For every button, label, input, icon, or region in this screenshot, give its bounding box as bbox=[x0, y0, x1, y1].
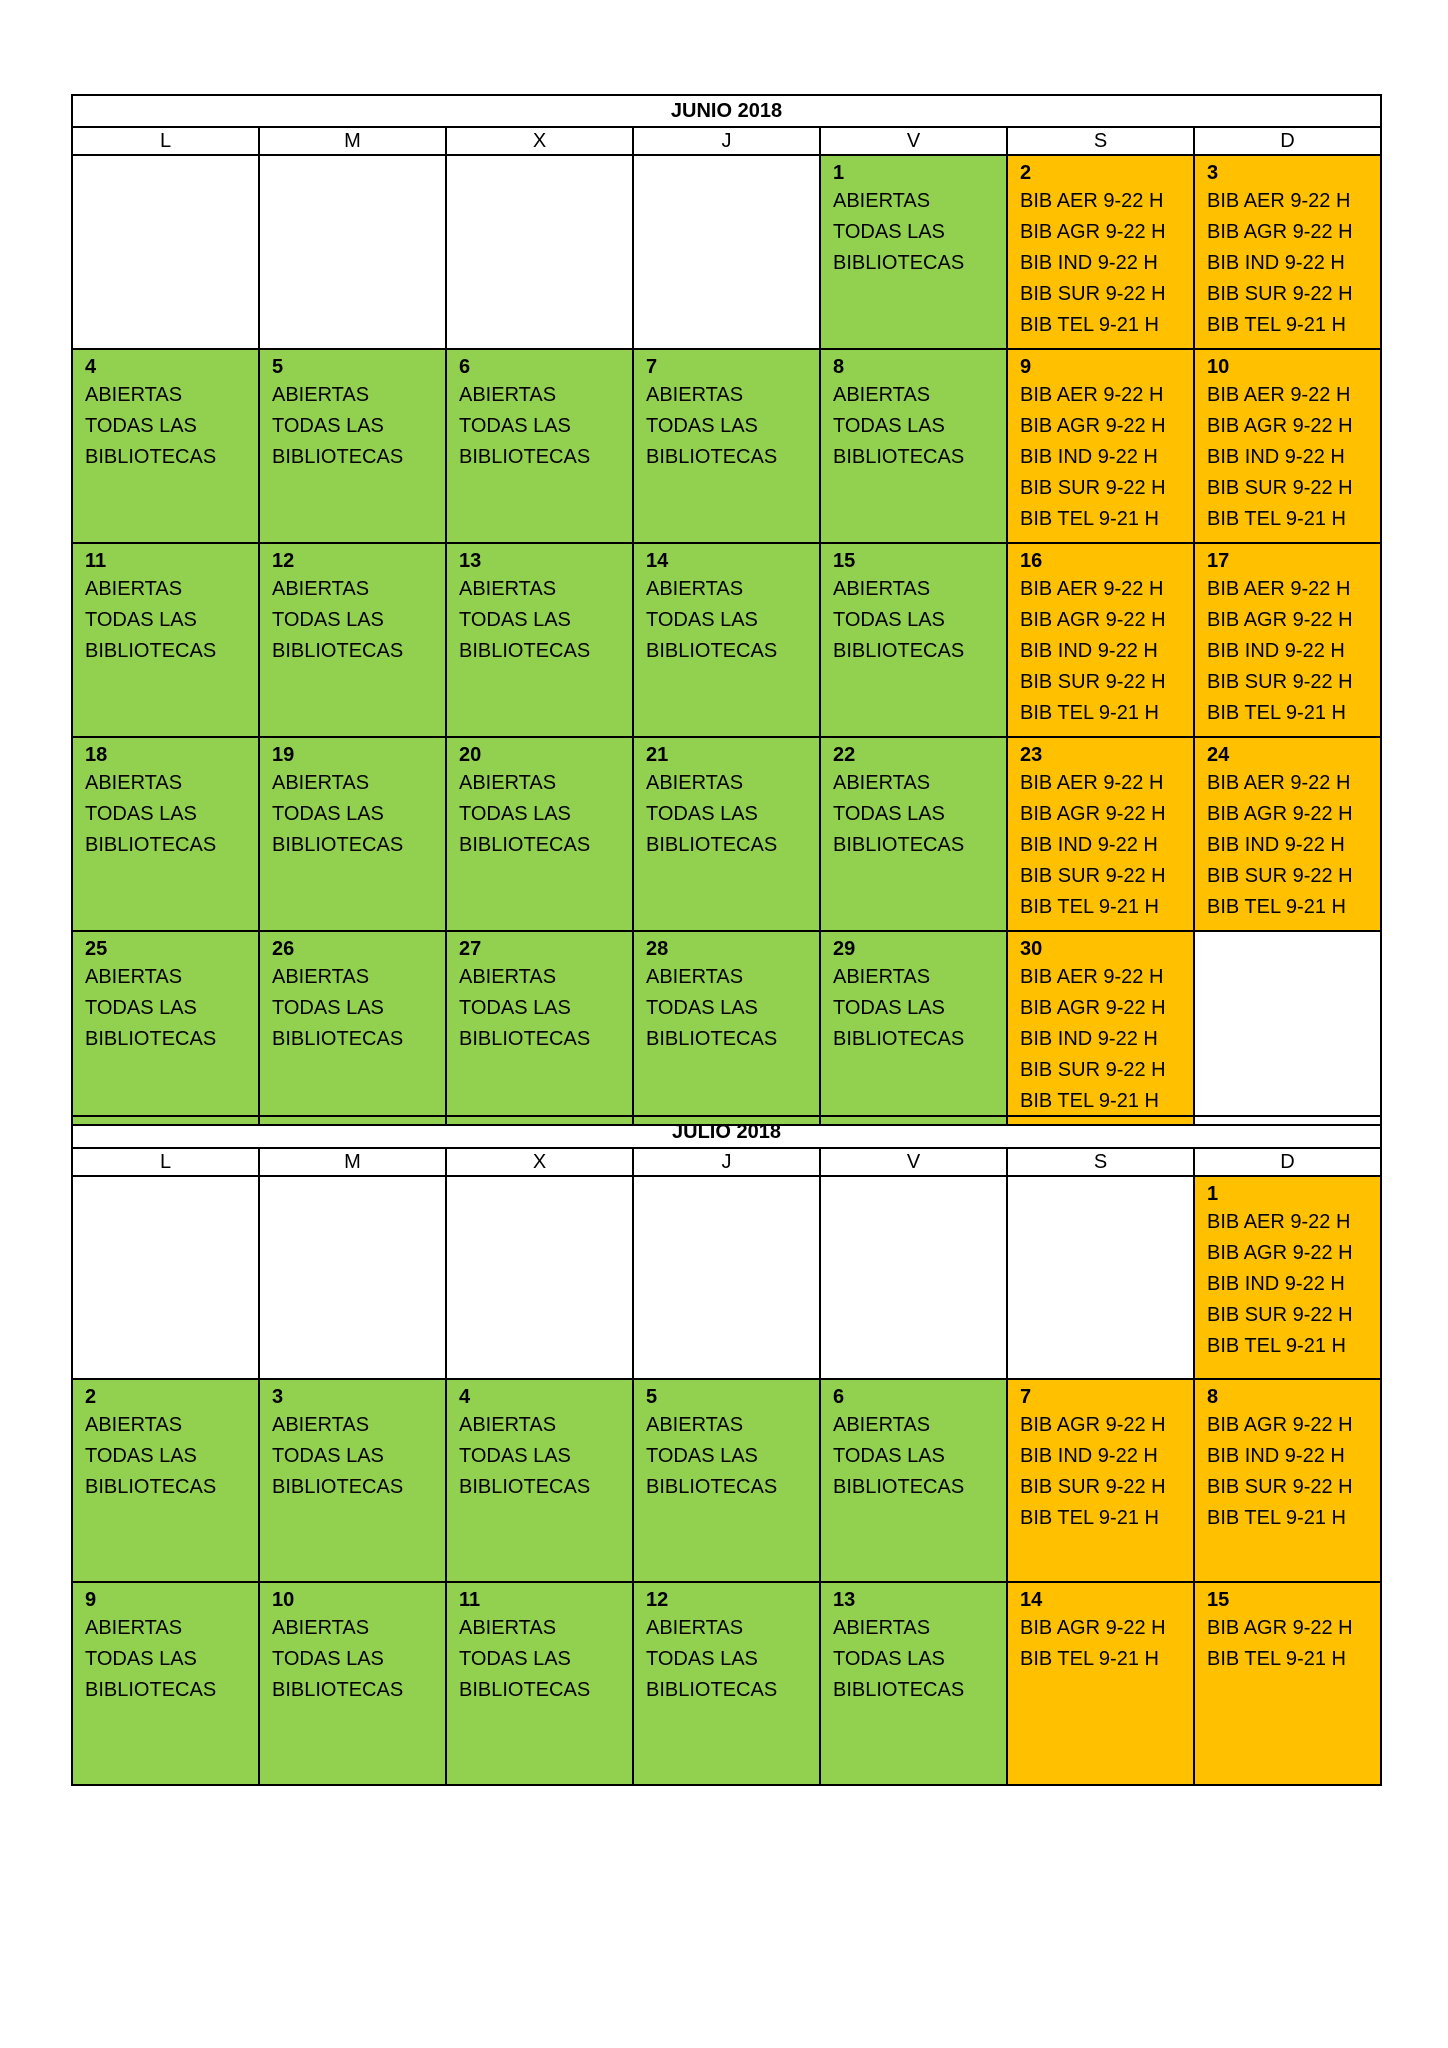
library-hours: BIB SUR 9-22 H bbox=[1020, 1059, 1166, 1081]
library-hours: BIB SUR 9-22 H bbox=[1207, 283, 1353, 305]
empty-day-cell bbox=[446, 1176, 633, 1379]
library-hours: BIB IND 9-22 H bbox=[1207, 1445, 1345, 1467]
open-all-text: BIBLIOTECAS bbox=[272, 640, 404, 662]
library-hours: BIB SUR 9-22 H bbox=[1020, 477, 1166, 499]
library-hours: BIB AGR 9-22 H bbox=[1020, 221, 1166, 243]
library-hours: BIB TEL 9-21 H bbox=[1207, 1507, 1346, 1529]
day-cell bbox=[259, 1379, 446, 1582]
open-all-text: TODAS LAS bbox=[646, 415, 758, 437]
weekday-header: M bbox=[259, 127, 446, 155]
library-hours: BIB IND 9-22 H bbox=[1020, 834, 1158, 856]
open-all-text: TODAS LAS bbox=[833, 221, 945, 243]
day-cell bbox=[633, 1379, 820, 1582]
day-number: 7 bbox=[646, 356, 658, 378]
weekday-header: J bbox=[633, 127, 820, 155]
open-all-text: BIBLIOTECAS bbox=[459, 446, 591, 468]
open-all-text: BIBLIOTECAS bbox=[85, 1476, 217, 1498]
open-all-text: ABIERTAS bbox=[272, 1617, 370, 1639]
library-hours: BIB TEL 9-21 H bbox=[1020, 1507, 1159, 1529]
open-all-text: TODAS LAS bbox=[646, 609, 758, 631]
open-all-text: BIBLIOTECAS bbox=[272, 834, 404, 856]
library-hours: BIB AGR 9-22 H bbox=[1207, 609, 1353, 631]
library-hours: BIB SUR 9-22 H bbox=[1207, 1304, 1353, 1326]
empty-day-cell bbox=[633, 155, 820, 349]
calendar-week bbox=[72, 155, 1381, 349]
open-all-text: TODAS LAS bbox=[459, 1445, 571, 1467]
open-all-text: BIBLIOTECAS bbox=[646, 640, 778, 662]
open-all-text: BIBLIOTECAS bbox=[459, 834, 591, 856]
weekday-header: D bbox=[1194, 127, 1381, 155]
day-number: 28 bbox=[646, 938, 669, 960]
open-all-text: ABIERTAS bbox=[459, 772, 557, 794]
open-all-text: BIBLIOTECAS bbox=[85, 1028, 217, 1050]
library-hours: BIB SUR 9-22 H bbox=[1207, 671, 1353, 693]
library-hours: BIB TEL 9-21 H bbox=[1207, 314, 1346, 336]
open-all-text: ABIERTAS bbox=[85, 1617, 183, 1639]
day-number: 19 bbox=[272, 744, 295, 766]
day-number: 12 bbox=[646, 1589, 669, 1611]
library-hours: BIB SUR 9-22 H bbox=[1020, 865, 1166, 887]
empty-day-cell bbox=[446, 155, 633, 349]
open-all-text: TODAS LAS bbox=[85, 1648, 197, 1670]
open-all-text: BIBLIOTECAS bbox=[272, 1679, 404, 1701]
open-all-text: BIBLIOTECAS bbox=[459, 1476, 591, 1498]
library-hours: BIB SUR 9-22 H bbox=[1207, 1476, 1353, 1498]
weekday-header: S bbox=[1007, 127, 1194, 155]
library-hours: BIB AER 9-22 H bbox=[1020, 966, 1164, 988]
library-hours: BIB SUR 9-22 H bbox=[1020, 671, 1166, 693]
library-hours: BIB AGR 9-22 H bbox=[1207, 1242, 1353, 1264]
calendar-week bbox=[72, 543, 1381, 737]
day-cell bbox=[1194, 737, 1381, 931]
open-all-text: TODAS LAS bbox=[85, 609, 197, 631]
day-number: 5 bbox=[646, 1386, 658, 1408]
open-all-text: BIBLIOTECAS bbox=[272, 1476, 404, 1498]
open-all-text: TODAS LAS bbox=[272, 997, 384, 1019]
open-all-text: ABIERTAS bbox=[272, 772, 370, 794]
empty-day-cell bbox=[820, 1176, 1007, 1379]
day-number: 20 bbox=[459, 744, 482, 766]
day-number: 2 bbox=[85, 1386, 97, 1408]
day-cell bbox=[1194, 1582, 1381, 1785]
day-number: 8 bbox=[1207, 1386, 1219, 1408]
library-hours: BIB AGR 9-22 H bbox=[1020, 609, 1166, 631]
open-all-text: BIBLIOTECAS bbox=[833, 640, 965, 662]
day-number: 18 bbox=[85, 744, 108, 766]
day-number: 11 bbox=[85, 550, 107, 572]
empty-day-cell bbox=[1007, 1176, 1194, 1379]
library-hours: BIB IND 9-22 H bbox=[1207, 446, 1345, 468]
library-hours: BIB IND 9-22 H bbox=[1207, 252, 1345, 274]
weekday-header: M bbox=[259, 1148, 446, 1176]
library-hours: BIB TEL 9-21 H bbox=[1207, 702, 1346, 724]
weekday-header: J bbox=[633, 1148, 820, 1176]
open-all-text: ABIERTAS bbox=[646, 1414, 744, 1436]
calendar-week bbox=[72, 1176, 1381, 1379]
open-all-text: ABIERTAS bbox=[459, 384, 557, 406]
weekday-header: X bbox=[446, 127, 633, 155]
library-hours: BIB AER 9-22 H bbox=[1207, 772, 1351, 794]
open-all-text: TODAS LAS bbox=[459, 803, 571, 825]
day-number: 7 bbox=[1020, 1386, 1032, 1408]
day-number: 13 bbox=[833, 1589, 856, 1611]
open-all-text: TODAS LAS bbox=[85, 997, 197, 1019]
library-hours: BIB TEL 9-21 H bbox=[1207, 508, 1346, 530]
open-all-text: ABIERTAS bbox=[85, 578, 183, 600]
open-all-text: TODAS LAS bbox=[272, 1445, 384, 1467]
open-all-text: ABIERTAS bbox=[646, 578, 744, 600]
day-number: 10 bbox=[272, 1589, 295, 1611]
open-all-text: BIBLIOTECAS bbox=[646, 1679, 778, 1701]
day-cell bbox=[1007, 543, 1194, 737]
weekday-header: L bbox=[72, 127, 259, 155]
day-number: 16 bbox=[1020, 550, 1043, 572]
library-hours: BIB IND 9-22 H bbox=[1207, 834, 1345, 856]
day-cell bbox=[1007, 349, 1194, 543]
library-hours: BIB SUR 9-22 H bbox=[1207, 865, 1353, 887]
library-hours: BIB TEL 9-21 H bbox=[1207, 1335, 1346, 1357]
day-number: 21 bbox=[646, 744, 669, 766]
library-hours: BIB IND 9-22 H bbox=[1020, 446, 1158, 468]
day-cell bbox=[72, 349, 259, 543]
day-cell bbox=[1194, 1379, 1381, 1582]
open-all-text: ABIERTAS bbox=[85, 384, 183, 406]
day-number: 27 bbox=[459, 938, 482, 960]
open-all-text: TODAS LAS bbox=[272, 609, 384, 631]
day-cell bbox=[633, 543, 820, 737]
weekday-header: S bbox=[1007, 1148, 1194, 1176]
day-number: 3 bbox=[272, 1386, 284, 1408]
day-cell bbox=[633, 1582, 820, 1785]
day-cell bbox=[1007, 1582, 1194, 1785]
day-cell bbox=[446, 1379, 633, 1582]
library-hours: BIB SUR 9-22 H bbox=[1020, 283, 1166, 305]
open-all-text: BIBLIOTECAS bbox=[646, 446, 778, 468]
open-all-text: BIBLIOTECAS bbox=[459, 640, 591, 662]
open-all-text: TODAS LAS bbox=[85, 1445, 197, 1467]
day-number: 3 bbox=[1207, 162, 1219, 184]
day-cell bbox=[1007, 931, 1194, 1125]
day-cell bbox=[259, 737, 446, 931]
library-hours: BIB AGR 9-22 H bbox=[1207, 1617, 1353, 1639]
open-all-text: ABIERTAS bbox=[272, 578, 370, 600]
open-all-text: BIBLIOTECAS bbox=[833, 446, 965, 468]
open-all-text: TODAS LAS bbox=[833, 1648, 945, 1670]
day-number: 6 bbox=[459, 356, 471, 378]
library-hours: BIB TEL 9-21 H bbox=[1207, 896, 1346, 918]
day-number: 25 bbox=[85, 938, 108, 960]
library-hours: BIB AER 9-22 H bbox=[1207, 1211, 1351, 1233]
day-cell bbox=[1194, 155, 1381, 349]
library-hours: BIB AER 9-22 H bbox=[1207, 384, 1351, 406]
day-cell bbox=[446, 1582, 633, 1785]
weekday-header: L bbox=[72, 1148, 259, 1176]
open-all-text: TODAS LAS bbox=[85, 415, 197, 437]
day-number: 26 bbox=[272, 938, 295, 960]
day-number: 4 bbox=[459, 1386, 471, 1408]
weekday-header: D bbox=[1194, 1148, 1381, 1176]
library-hours: BIB IND 9-22 H bbox=[1207, 640, 1345, 662]
open-all-text: BIBLIOTECAS bbox=[833, 1679, 965, 1701]
day-cell bbox=[72, 737, 259, 931]
open-all-text: TODAS LAS bbox=[85, 803, 197, 825]
day-cell bbox=[259, 931, 446, 1125]
day-number: 5 bbox=[272, 356, 284, 378]
library-hours: BIB IND 9-22 H bbox=[1020, 1445, 1158, 1467]
weekday-header: X bbox=[446, 1148, 633, 1176]
open-all-text: BIBLIOTECAS bbox=[833, 1028, 965, 1050]
day-number: 15 bbox=[1207, 1589, 1230, 1611]
open-all-text: ABIERTAS bbox=[459, 966, 557, 988]
day-cell bbox=[820, 737, 1007, 931]
library-hours: BIB TEL 9-21 H bbox=[1020, 1090, 1159, 1112]
day-number: 9 bbox=[85, 1589, 97, 1611]
open-all-text: TODAS LAS bbox=[459, 609, 571, 631]
day-number: 1 bbox=[1207, 1183, 1219, 1205]
open-all-text: BIBLIOTECAS bbox=[85, 834, 217, 856]
open-all-text: TODAS LAS bbox=[646, 1648, 758, 1670]
open-all-text: TODAS LAS bbox=[646, 1445, 758, 1467]
calendar-week bbox=[72, 1379, 1381, 1582]
open-all-text: TODAS LAS bbox=[459, 997, 571, 1019]
open-all-text: ABIERTAS bbox=[646, 966, 744, 988]
open-all-text: ABIERTAS bbox=[833, 1617, 931, 1639]
library-hours: BIB IND 9-22 H bbox=[1020, 640, 1158, 662]
day-cell bbox=[1194, 543, 1381, 737]
open-all-text: ABIERTAS bbox=[646, 772, 744, 794]
open-all-text: ABIERTAS bbox=[459, 1414, 557, 1436]
day-number: 13 bbox=[459, 550, 482, 572]
library-hours: BIB IND 9-22 H bbox=[1020, 252, 1158, 274]
day-cell bbox=[1007, 1379, 1194, 1582]
open-all-text: BIBLIOTECAS bbox=[85, 1679, 217, 1701]
calendar-julio bbox=[71, 1115, 1382, 1786]
open-all-text: TODAS LAS bbox=[833, 997, 945, 1019]
day-cell bbox=[446, 543, 633, 737]
open-all-text: TODAS LAS bbox=[459, 1648, 571, 1670]
open-all-text: TODAS LAS bbox=[272, 415, 384, 437]
library-hours: BIB AER 9-22 H bbox=[1020, 772, 1164, 794]
library-hours: BIB AGR 9-22 H bbox=[1207, 803, 1353, 825]
day-number: 11 bbox=[459, 1589, 481, 1611]
open-all-text: BIBLIOTECAS bbox=[646, 1476, 778, 1498]
open-all-text: ABIERTAS bbox=[459, 578, 557, 600]
calendar-week bbox=[72, 931, 1381, 1125]
open-all-text: ABIERTAS bbox=[833, 384, 931, 406]
open-all-text: ABIERTAS bbox=[459, 1617, 557, 1639]
library-hours: BIB AER 9-22 H bbox=[1020, 190, 1164, 212]
library-hours: BIB TEL 9-21 H bbox=[1207, 1648, 1346, 1670]
empty-day-cell bbox=[1194, 931, 1381, 1125]
empty-day-cell bbox=[259, 1176, 446, 1379]
library-hours: BIB AGR 9-22 H bbox=[1207, 221, 1353, 243]
open-all-text: ABIERTAS bbox=[85, 966, 183, 988]
day-cell bbox=[820, 1582, 1007, 1785]
day-cell bbox=[633, 349, 820, 543]
open-all-text: ABIERTAS bbox=[646, 384, 744, 406]
day-cell bbox=[820, 931, 1007, 1125]
library-hours: BIB AER 9-22 H bbox=[1207, 578, 1351, 600]
weekday-header: V bbox=[820, 127, 1007, 155]
open-all-text: ABIERTAS bbox=[833, 966, 931, 988]
day-number: 17 bbox=[1207, 550, 1230, 572]
open-all-text: TODAS LAS bbox=[833, 609, 945, 631]
library-hours: BIB IND 9-22 H bbox=[1020, 1028, 1158, 1050]
day-number: 23 bbox=[1020, 744, 1043, 766]
open-all-text: TODAS LAS bbox=[272, 1648, 384, 1670]
open-all-text: ABIERTAS bbox=[272, 384, 370, 406]
open-all-text: ABIERTAS bbox=[833, 772, 931, 794]
calendar-week bbox=[72, 1582, 1381, 1785]
day-cell bbox=[446, 931, 633, 1125]
open-all-text: TODAS LAS bbox=[646, 997, 758, 1019]
day-number: 10 bbox=[1207, 356, 1230, 378]
library-hours: BIB AER 9-22 H bbox=[1020, 578, 1164, 600]
open-all-text: BIBLIOTECAS bbox=[646, 834, 778, 856]
day-number: 30 bbox=[1020, 938, 1043, 960]
calendar-junio bbox=[71, 94, 1382, 1126]
day-cell bbox=[1194, 349, 1381, 543]
day-cell bbox=[72, 543, 259, 737]
open-all-text: BIBLIOTECAS bbox=[459, 1028, 591, 1050]
empty-day-cell bbox=[72, 1176, 259, 1379]
day-cell bbox=[1007, 155, 1194, 349]
open-all-text: ABIERTAS bbox=[646, 1617, 744, 1639]
open-all-text: TODAS LAS bbox=[833, 1445, 945, 1467]
open-all-text: ABIERTAS bbox=[85, 772, 183, 794]
day-number: 6 bbox=[833, 1386, 845, 1408]
day-number: 9 bbox=[1020, 356, 1032, 378]
day-cell bbox=[72, 1379, 259, 1582]
open-all-text: BIBLIOTECAS bbox=[272, 446, 404, 468]
day-cell bbox=[259, 543, 446, 737]
open-all-text: BIBLIOTECAS bbox=[646, 1028, 778, 1050]
library-hours: BIB AGR 9-22 H bbox=[1020, 1617, 1166, 1639]
day-cell bbox=[259, 1582, 446, 1785]
library-hours: BIB AGR 9-22 H bbox=[1020, 803, 1166, 825]
day-number: 14 bbox=[646, 550, 669, 572]
day-number: 12 bbox=[272, 550, 295, 572]
library-hours: BIB AGR 9-22 H bbox=[1207, 1414, 1353, 1436]
library-hours: BIB AGR 9-22 H bbox=[1020, 997, 1166, 1019]
library-hours: BIB IND 9-22 H bbox=[1207, 1273, 1345, 1295]
open-all-text: TODAS LAS bbox=[646, 803, 758, 825]
day-cell bbox=[446, 349, 633, 543]
day-number: 29 bbox=[833, 938, 856, 960]
library-hours: BIB TEL 9-21 H bbox=[1020, 702, 1159, 724]
library-hours: BIB SUR 9-22 H bbox=[1207, 477, 1353, 499]
day-number: 1 bbox=[833, 162, 845, 184]
day-cell bbox=[820, 349, 1007, 543]
open-all-text: ABIERTAS bbox=[272, 966, 370, 988]
weekday-header: V bbox=[820, 1148, 1007, 1176]
day-number: 22 bbox=[833, 744, 856, 766]
open-all-text: BIBLIOTECAS bbox=[85, 446, 217, 468]
day-cell bbox=[1007, 737, 1194, 931]
day-cell bbox=[72, 1582, 259, 1785]
open-all-text: BIBLIOTECAS bbox=[833, 834, 965, 856]
day-cell bbox=[259, 349, 446, 543]
open-all-text: TODAS LAS bbox=[272, 803, 384, 825]
library-hours: BIB SUR 9-22 H bbox=[1020, 1476, 1166, 1498]
month-title: JULIO 2018 bbox=[72, 1116, 1381, 1148]
open-all-text: BIBLIOTECAS bbox=[272, 1028, 404, 1050]
empty-day-cell bbox=[259, 155, 446, 349]
open-all-text: BIBLIOTECAS bbox=[833, 252, 965, 274]
library-hours: BIB AER 9-22 H bbox=[1207, 190, 1351, 212]
empty-day-cell bbox=[633, 1176, 820, 1379]
library-hours: BIB AGR 9-22 H bbox=[1207, 415, 1353, 437]
empty-day-cell bbox=[72, 155, 259, 349]
open-all-text: ABIERTAS bbox=[833, 190, 931, 212]
library-hours: BIB TEL 9-21 H bbox=[1020, 896, 1159, 918]
month-title: JUNIO 2018 bbox=[72, 95, 1381, 127]
day-number: 14 bbox=[1020, 1589, 1043, 1611]
day-number: 4 bbox=[85, 356, 97, 378]
open-all-text: ABIERTAS bbox=[85, 1414, 183, 1436]
day-number: 8 bbox=[833, 356, 845, 378]
open-all-text: TODAS LAS bbox=[459, 415, 571, 437]
day-cell bbox=[72, 931, 259, 1125]
calendar-week bbox=[72, 737, 1381, 931]
day-cell bbox=[820, 543, 1007, 737]
open-all-text: ABIERTAS bbox=[272, 1414, 370, 1436]
open-all-text: BIBLIOTECAS bbox=[459, 1679, 591, 1701]
library-hours: BIB AGR 9-22 H bbox=[1020, 415, 1166, 437]
open-all-text: TODAS LAS bbox=[833, 415, 945, 437]
day-cell bbox=[633, 737, 820, 931]
library-hours: BIB TEL 9-21 H bbox=[1020, 1648, 1159, 1670]
day-cell bbox=[820, 155, 1007, 349]
day-cell bbox=[446, 737, 633, 931]
open-all-text: TODAS LAS bbox=[833, 803, 945, 825]
day-cell bbox=[633, 931, 820, 1125]
open-all-text: BIBLIOTECAS bbox=[85, 640, 217, 662]
calendar-week bbox=[72, 349, 1381, 543]
library-hours: BIB AER 9-22 H bbox=[1020, 384, 1164, 406]
open-all-text: BIBLIOTECAS bbox=[833, 1476, 965, 1498]
open-all-text: ABIERTAS bbox=[833, 1414, 931, 1436]
day-number: 15 bbox=[833, 550, 856, 572]
library-hours: BIB TEL 9-21 H bbox=[1020, 508, 1159, 530]
library-hours: BIB AGR 9-22 H bbox=[1020, 1414, 1166, 1436]
day-number: 2 bbox=[1020, 162, 1032, 184]
day-number: 24 bbox=[1207, 744, 1230, 766]
day-cell bbox=[1194, 1176, 1381, 1379]
open-all-text: ABIERTAS bbox=[833, 578, 931, 600]
day-cell bbox=[820, 1379, 1007, 1582]
library-hours: BIB TEL 9-21 H bbox=[1020, 314, 1159, 336]
